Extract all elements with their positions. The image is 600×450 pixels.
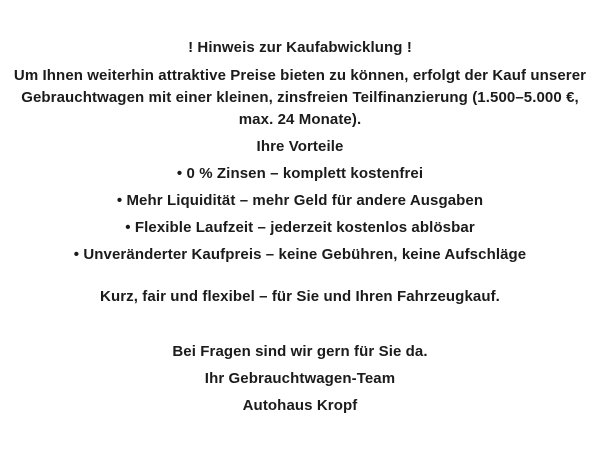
closing-line-team: Ihr Gebrauchtwagen-Team [204,370,396,387]
benefits-heading: Ihre Vorteile [256,138,344,155]
benefit-item-kaufpreis: • Unveränderter Kaufpreis – keine Gebühren, keine Aufschläge [73,246,527,263]
benefit-item-liquiditaet: • Mehr Liquidität – mehr Geld für andere Ausgaben [116,192,484,209]
notice-title: ! Hinweis zur Kaufabwicklung ! [188,39,412,56]
benefit-item-laufzeit: • Flexible Laufzeit – jederzeit kostenlos ablösbar [125,219,475,236]
notice-intro-paragraph: Um Ihnen weiterhin attraktive Preise bieten zu können, erfolgt der Kauf unserer Gebrauchtwagen mit einer kleinen, zinsfreien Teilfinanzierung (1.500–5.000 €, max. 24 Monate). [13,67,587,128]
closing-line-contact: Bei Fragen sind wir gern für Sie da. [172,343,428,360]
closing-line-dealer-name: Autohaus Kropf [242,397,358,414]
benefits-list [6,163,594,266]
summary-line: Kurz, fair und flexibel – für Sie und Ihren Fahrzeugkauf. [100,288,500,305]
benefit-item-zinsen: • 0 % Zinsen – komplett kostenfrei [176,165,424,182]
closing-block [6,341,594,417]
